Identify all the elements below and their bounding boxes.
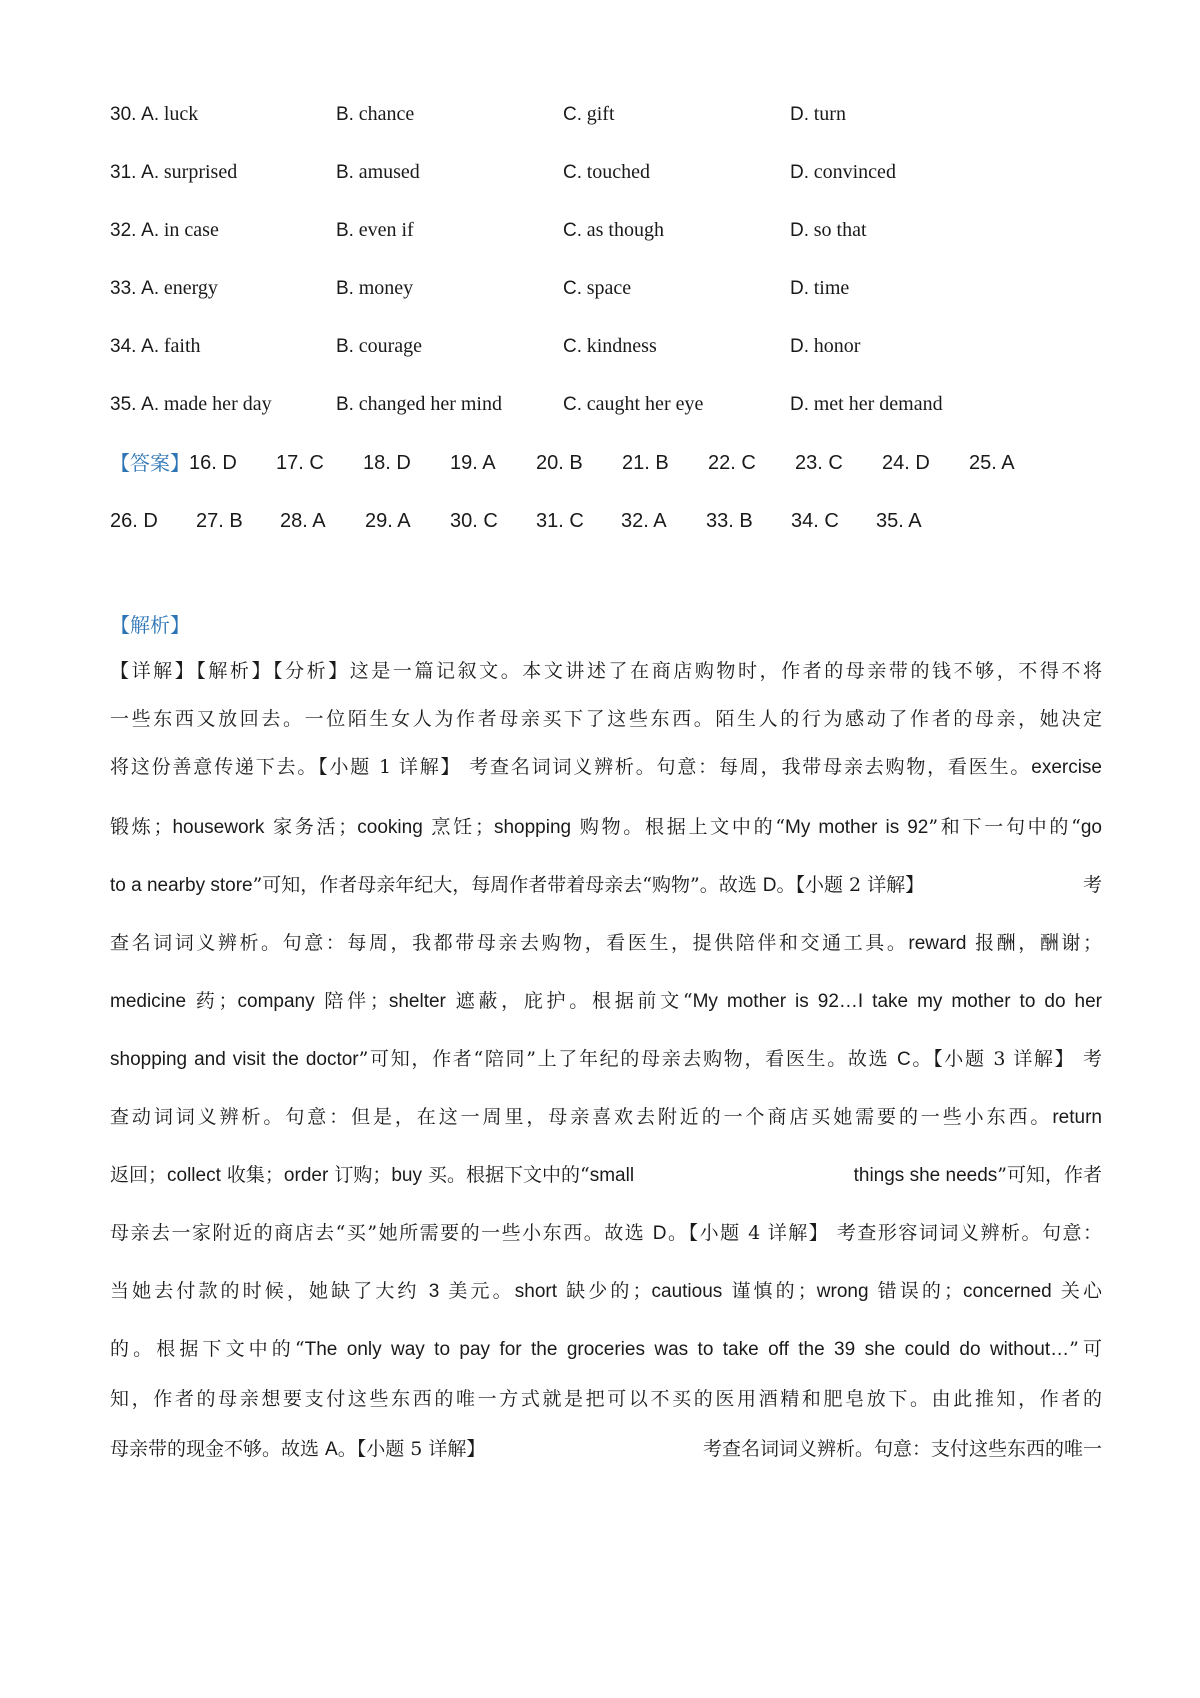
option-a-label: A.	[141, 278, 160, 299]
answer-item: 29. A	[365, 510, 411, 532]
text-run: cautious	[651, 1281, 723, 1302]
option-c-text: caught her eye	[586, 393, 704, 415]
answer-item: 19. A	[450, 452, 496, 474]
option-c-text: as though	[586, 219, 664, 241]
text-run-group	[854, 1160, 1102, 1191]
question-number: 32.	[110, 220, 137, 241]
text-run: wrong	[816, 1281, 869, 1302]
text-run: 【详解】【解析】【分析】这是一篇记叙文。本文讲述了在商店购物时，作者的母亲带的钱不够，不得不将	[110, 660, 1102, 682]
text-line	[110, 1276, 1102, 1306]
option-c-label: C.	[563, 394, 582, 415]
text-line	[110, 752, 1102, 782]
option-d-label: D.	[790, 162, 809, 183]
option-b-text: money	[358, 277, 414, 299]
text-run: 考	[1082, 874, 1102, 896]
option-d-label: D.	[790, 220, 809, 241]
text-run: My mother is 92…I take my mother to do her	[692, 991, 1102, 1012]
text-run: 母亲去一家附近的商店去“买”她所需要的一些小东西。故选	[110, 1222, 653, 1244]
text-run: 缺少的；	[557, 1280, 652, 1302]
question-number: 33.	[110, 278, 137, 299]
text-run: D	[652, 1223, 667, 1244]
text-run: 陪伴；	[314, 990, 389, 1012]
answer-item: 26. D	[110, 510, 158, 532]
option-d-label: D.	[790, 104, 809, 125]
option-a-text: made her day	[163, 393, 272, 415]
option-b-label: B.	[336, 162, 354, 183]
option-c-label: C.	[563, 104, 582, 125]
text-run: My mother is 92	[785, 817, 929, 838]
option-c-text: gift	[586, 103, 615, 125]
answer-item: 25. A	[969, 452, 1015, 474]
option-a-text: luck	[163, 103, 199, 125]
option-b-text: even if	[358, 219, 414, 241]
question-number: 30.	[110, 104, 137, 125]
option-d-text: turn	[813, 103, 846, 125]
option-a-label: A.	[141, 394, 160, 415]
question-row-34	[110, 331, 1110, 361]
option-a-text: faith	[163, 335, 201, 357]
text-run: ”可知，作者“陪同”上了年纪的母亲去购物，看医生。故选	[358, 1048, 897, 1070]
text-run: 的。根据下文中的“	[110, 1338, 305, 1360]
option-b-label: B.	[336, 220, 354, 241]
option-b-text: changed her mind	[358, 393, 502, 415]
option-c-label: C.	[563, 336, 582, 357]
option-c-label: C.	[563, 220, 582, 241]
option-d-text: so that	[813, 219, 867, 241]
answer-item: 33. B	[706, 510, 753, 532]
text-run: 3	[428, 1281, 440, 1302]
text-run: ”可	[1069, 1338, 1102, 1360]
text-run: buy	[391, 1165, 422, 1186]
text-run: C	[897, 1049, 911, 1070]
text-run: 返回；	[110, 1164, 168, 1186]
text-run: 美元。	[439, 1280, 515, 1302]
answer-item: 27. B	[196, 510, 243, 532]
option-b-label: B.	[336, 278, 354, 299]
text-run: order	[283, 1165, 329, 1186]
text-run: 查名词词义辨析。句意：每周，我都带母亲去购物，看医生，提供陪伴和交通工具。	[110, 932, 909, 954]
question-number: 31.	[110, 162, 137, 183]
option-a-label: A.	[141, 220, 160, 241]
answer-item: 24. D	[882, 452, 930, 474]
text-run: 知，作者的母亲想要支付这些东西的唯一方式就是把可以不买的医用酒精和肥皂放下。由此推知，作者的	[110, 1388, 1102, 1410]
text-run: medicine	[110, 991, 187, 1012]
text-run: shopping and visit the doctor	[110, 1049, 359, 1070]
option-d-text: met her demand	[813, 393, 943, 415]
text-run: 订购；	[328, 1164, 392, 1186]
text-line	[110, 870, 1102, 900]
answer-row-2	[110, 506, 1110, 536]
text-run: 。【小题 3 详解】 考	[910, 1048, 1102, 1070]
text-run: 母亲带的现金不够。故选	[110, 1438, 326, 1460]
text-run: 锻炼；	[110, 816, 173, 838]
text-run: 烹饪；	[422, 816, 494, 838]
text-run: A	[325, 1439, 338, 1460]
text-run: D	[762, 875, 777, 896]
text-run: collect	[167, 1165, 221, 1186]
text-run: 。【小题 5 详解】	[337, 1438, 486, 1460]
option-b-label: B.	[336, 394, 354, 415]
answer-item: 32. A	[621, 510, 667, 532]
text-run: cooking	[357, 817, 423, 838]
question-number: 34.	[110, 336, 137, 357]
answer-item: 20. B	[536, 452, 583, 474]
text-line	[110, 1044, 1102, 1074]
text-run: ”和下一句中的“	[928, 816, 1081, 838]
option-d-text: convinced	[813, 161, 896, 183]
option-d-label: D.	[790, 336, 809, 357]
text-run: 。【小题 4 详解】 考查形容词词义辨析。句意：	[666, 1222, 1103, 1244]
text-run: housework	[172, 817, 265, 838]
text-run: ”可知，作者母亲年纪大，每周作者带着母亲去“购物”。故选	[252, 874, 763, 896]
text-run: things she needs	[853, 1165, 998, 1186]
answer-item: 28. A	[280, 510, 326, 532]
answer-item: 30. C	[450, 510, 498, 532]
text-run: 购物。根据上文中的“	[571, 816, 786, 838]
text-run: 考查名词词义辨析。句意：支付这些东西的唯一	[702, 1438, 1102, 1460]
text-run: reward	[908, 933, 967, 954]
text-line	[110, 928, 1102, 958]
answer-item: 23. C	[795, 452, 843, 474]
text-line	[110, 704, 1102, 734]
text-run: 。【小题 2 详解】	[776, 874, 925, 896]
option-a-label: A.	[141, 104, 160, 125]
option-a-text: in case	[163, 219, 219, 241]
text-run: 将这份善意传递下去。【小题 1 详解】 考查名词词义辨析。句意：每周，我带母亲去购物，看医生。	[110, 756, 1032, 778]
text-line	[110, 1434, 1102, 1464]
option-d-text: honor	[813, 335, 861, 357]
option-b-text: courage	[358, 335, 422, 357]
text-run: shelter	[388, 991, 446, 1012]
text-run: 遮蔽，庇护。根据前文“	[445, 990, 693, 1012]
option-d-label: D.	[790, 278, 809, 299]
option-a-text: energy	[163, 277, 218, 299]
answer-item: 21. B	[622, 452, 669, 474]
option-b-text: chance	[358, 103, 415, 125]
text-line	[110, 812, 1102, 842]
text-line	[110, 986, 1102, 1016]
option-a-label: A.	[141, 162, 160, 183]
text-run: 报酬，酬谢；	[966, 932, 1102, 954]
text-line	[110, 656, 1102, 686]
question-row-33	[110, 273, 1110, 303]
text-run: 当她去付款的时候，她缺了大约	[110, 1280, 429, 1302]
option-b-label: B.	[336, 336, 354, 357]
text-run: return	[1052, 1107, 1102, 1128]
text-run: 药；	[186, 990, 238, 1012]
option-a-label: A.	[141, 336, 160, 357]
answer-row-1	[110, 448, 1110, 478]
option-c-text: touched	[586, 161, 651, 183]
answer-item: 35. A	[876, 510, 922, 532]
text-run: exercise	[1031, 757, 1102, 778]
answer-item: 34. C	[791, 510, 839, 532]
text-line	[110, 1384, 1102, 1414]
option-c-text: space	[586, 277, 632, 299]
text-run: ”可知，作者	[997, 1164, 1102, 1186]
text-line	[110, 1102, 1102, 1132]
option-a-text: surprised	[163, 161, 238, 183]
text-run: go	[1080, 817, 1102, 838]
text-run: 关心	[1051, 1280, 1102, 1302]
question-row-35	[110, 389, 1110, 419]
option-b-text: amused	[358, 161, 420, 183]
text-line	[110, 1160, 1102, 1190]
text-run: 错误的；	[868, 1280, 963, 1302]
option-c-text: kindness	[586, 335, 657, 357]
text-run: 查动词词义辨析。句意：但是，在这一周里，母亲喜欢去附近的一个商店买她需要的一些小东西。	[110, 1106, 1053, 1128]
option-b-label: B.	[336, 104, 354, 125]
text-run: The only way to pay for the groceries was to take off the 39 she could do without…	[304, 1339, 1070, 1360]
answer-item: 16. D	[189, 452, 237, 474]
text-run: 谨慎的；	[722, 1280, 817, 1302]
text-run: 收集；	[220, 1164, 284, 1186]
text-run: to a nearby store	[110, 875, 253, 896]
option-c-label: C.	[563, 278, 582, 299]
text-run: small	[589, 1165, 635, 1186]
question-row-31	[110, 157, 1110, 187]
option-c-label: C.	[563, 162, 582, 183]
analysis-label: 【解析】	[110, 613, 190, 637]
text-run: 家务活；	[264, 816, 358, 838]
text-line	[110, 1218, 1102, 1248]
text-run: short	[514, 1281, 558, 1302]
text-run: concerned	[963, 1281, 1052, 1302]
text-run: 买。根据下文中的“	[421, 1164, 590, 1186]
text-run: shopping	[493, 817, 572, 838]
answer-item: 31. C	[536, 510, 584, 532]
answer-label: 【答案】	[110, 451, 190, 475]
question-number: 35.	[110, 394, 137, 415]
question-row-32	[110, 215, 1110, 245]
answer-item: 18. D	[363, 452, 411, 474]
text-run: 一些东西又放回去。一位陌生女人为作者母亲买下了这些东西。陌生人的行为感动了作者的母亲，她决定	[110, 708, 1102, 730]
answer-item: 17. C	[276, 452, 324, 474]
question-row-30	[110, 99, 1110, 129]
option-d-label: D.	[790, 394, 809, 415]
text-run: company	[237, 991, 315, 1012]
option-d-text: time	[813, 277, 850, 299]
answer-item: 22. C	[708, 452, 756, 474]
text-line	[110, 1334, 1102, 1364]
